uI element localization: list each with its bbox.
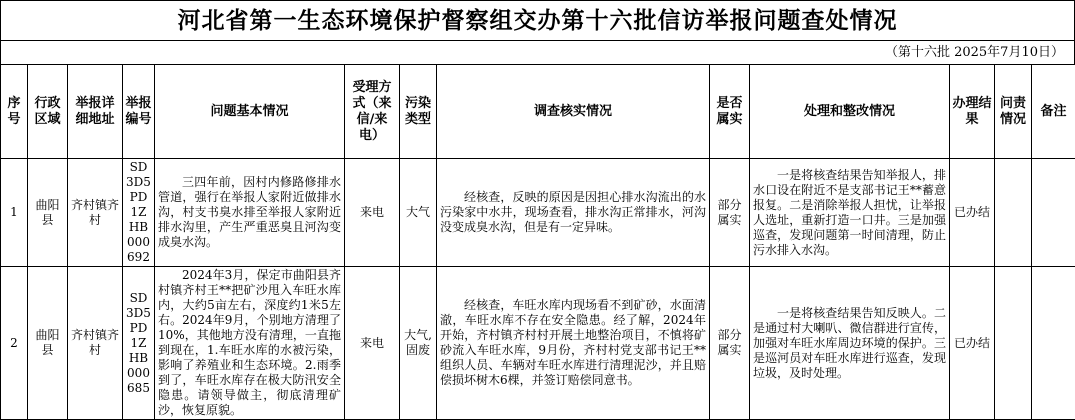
complaint-table bbox=[0, 64, 1075, 420]
cell-note bbox=[1032, 159, 1075, 267]
header-handling: 处理和整改情况 bbox=[750, 65, 950, 159]
cell-handling: 一是将核查结果告知反映人。二是通过村大喇叭、微信群进行宣传，加强对车旺水库周边环境的保护。三是巡河员对车旺水库进行巡查，发现垃圾，及时处理。 bbox=[750, 267, 950, 420]
cell-handling: 一是将核查结果告知举报人，排水口设在附近不是支部书记王**蓄意报复。二是消除举报人担忧，让举报人选址，重新打造一口井。三是加强巡查，发现问题第一时间清理，防止污水排入水沟。 bbox=[750, 159, 950, 267]
page-title: 河北省第一生态环境保护督察组交办第十六批信访举报问题查处情况 bbox=[0, 0, 1075, 40]
header-problem: 问题基本情况 bbox=[155, 65, 345, 159]
header-accountability: 问责情况 bbox=[995, 65, 1032, 159]
cell-seq: 1 bbox=[1, 159, 28, 267]
cell-region: 曲阳县 bbox=[28, 267, 68, 420]
cell-method: 来电 bbox=[345, 267, 400, 420]
header-seq: 序号 bbox=[1, 65, 28, 159]
cell-result: 已办结 bbox=[950, 159, 995, 267]
cell-investigation: 经核查，车旺水库内现场看不到矿砂，水面清澈，车旺水库不存在安全隐患。经了解，2024年开始，齐村镇齐村村开展土地整治项目，不慎将矿砂流入车旺水库，9月份，齐村村党支部书记王**组织人员、车辆对车旺水库进行清理泥沙，并且赔偿损坏树木6棵，并签订赔偿同意书。 bbox=[437, 267, 710, 420]
header-row bbox=[1, 65, 1075, 159]
cell-result: 已办结 bbox=[950, 267, 995, 420]
header-note: 备注 bbox=[1032, 65, 1075, 159]
header-pollution: 污染类型 bbox=[400, 65, 437, 159]
cell-note bbox=[1032, 267, 1075, 420]
header-address: 举报详细地址 bbox=[68, 65, 123, 159]
header-investigation: 调查核实情况 bbox=[437, 65, 710, 159]
cell-code: SD3D5PD1ZHB000685 bbox=[123, 267, 155, 420]
cell-accountability bbox=[995, 159, 1032, 267]
cell-pollution: 大气,固废 bbox=[400, 267, 437, 420]
cell-accountability bbox=[995, 267, 1032, 420]
cell-investigation: 经核查，反映的原因是因担心排水沟流出的水污染家中水井，现场查看，排水沟正常排水，河沟没变成臭水沟，但是有一定异味。 bbox=[437, 159, 710, 267]
cell-verified: 部分属实 bbox=[710, 267, 750, 420]
header-verified: 是否属实 bbox=[710, 65, 750, 159]
cell-region: 曲阳县 bbox=[28, 159, 68, 267]
header-code: 举报编号 bbox=[123, 65, 155, 159]
table-row bbox=[1, 267, 1075, 420]
cell-address: 齐村镇齐村 bbox=[68, 159, 123, 267]
cell-pollution: 大气 bbox=[400, 159, 437, 267]
cell-code: SD3D5PD1ZHB000692 bbox=[123, 159, 155, 267]
cell-problem: 2024年3月，保定市曲阳县齐村镇齐村王**把矿沙甩入车旺水库内，大约5亩左右，深度约1米5左右。2024年9月，个别地方清理了10%，其他地方没有清理，一直拖到现在，1.车旺水库的水被污染，影响了养殖业和生态环境。2.雨季到了，车旺水库存在极大防汛安全隐患。请领导做主，彻底清理矿沙，恢复原貌。 bbox=[155, 267, 345, 420]
cell-seq: 2 bbox=[1, 267, 28, 420]
cell-verified: 部分属实 bbox=[710, 159, 750, 267]
cell-address: 齐村镇齐村 bbox=[68, 267, 123, 420]
table-row bbox=[1, 159, 1075, 267]
cell-method: 来电 bbox=[345, 159, 400, 267]
cell-problem: 三四年前，因村内修路修排水管道，强行在举报人家附近做排水沟，村支书臭水排至举报人家附近排水沟里，产生严重恶臭且河沟变成臭水沟。 bbox=[155, 159, 345, 267]
header-region: 行政区域 bbox=[28, 65, 68, 159]
header-method: 受理方式（来信/来电） bbox=[345, 65, 400, 159]
batch-date: （第十六批 2025年7月10日） bbox=[0, 40, 1075, 64]
header-result: 办理结果 bbox=[950, 65, 995, 159]
